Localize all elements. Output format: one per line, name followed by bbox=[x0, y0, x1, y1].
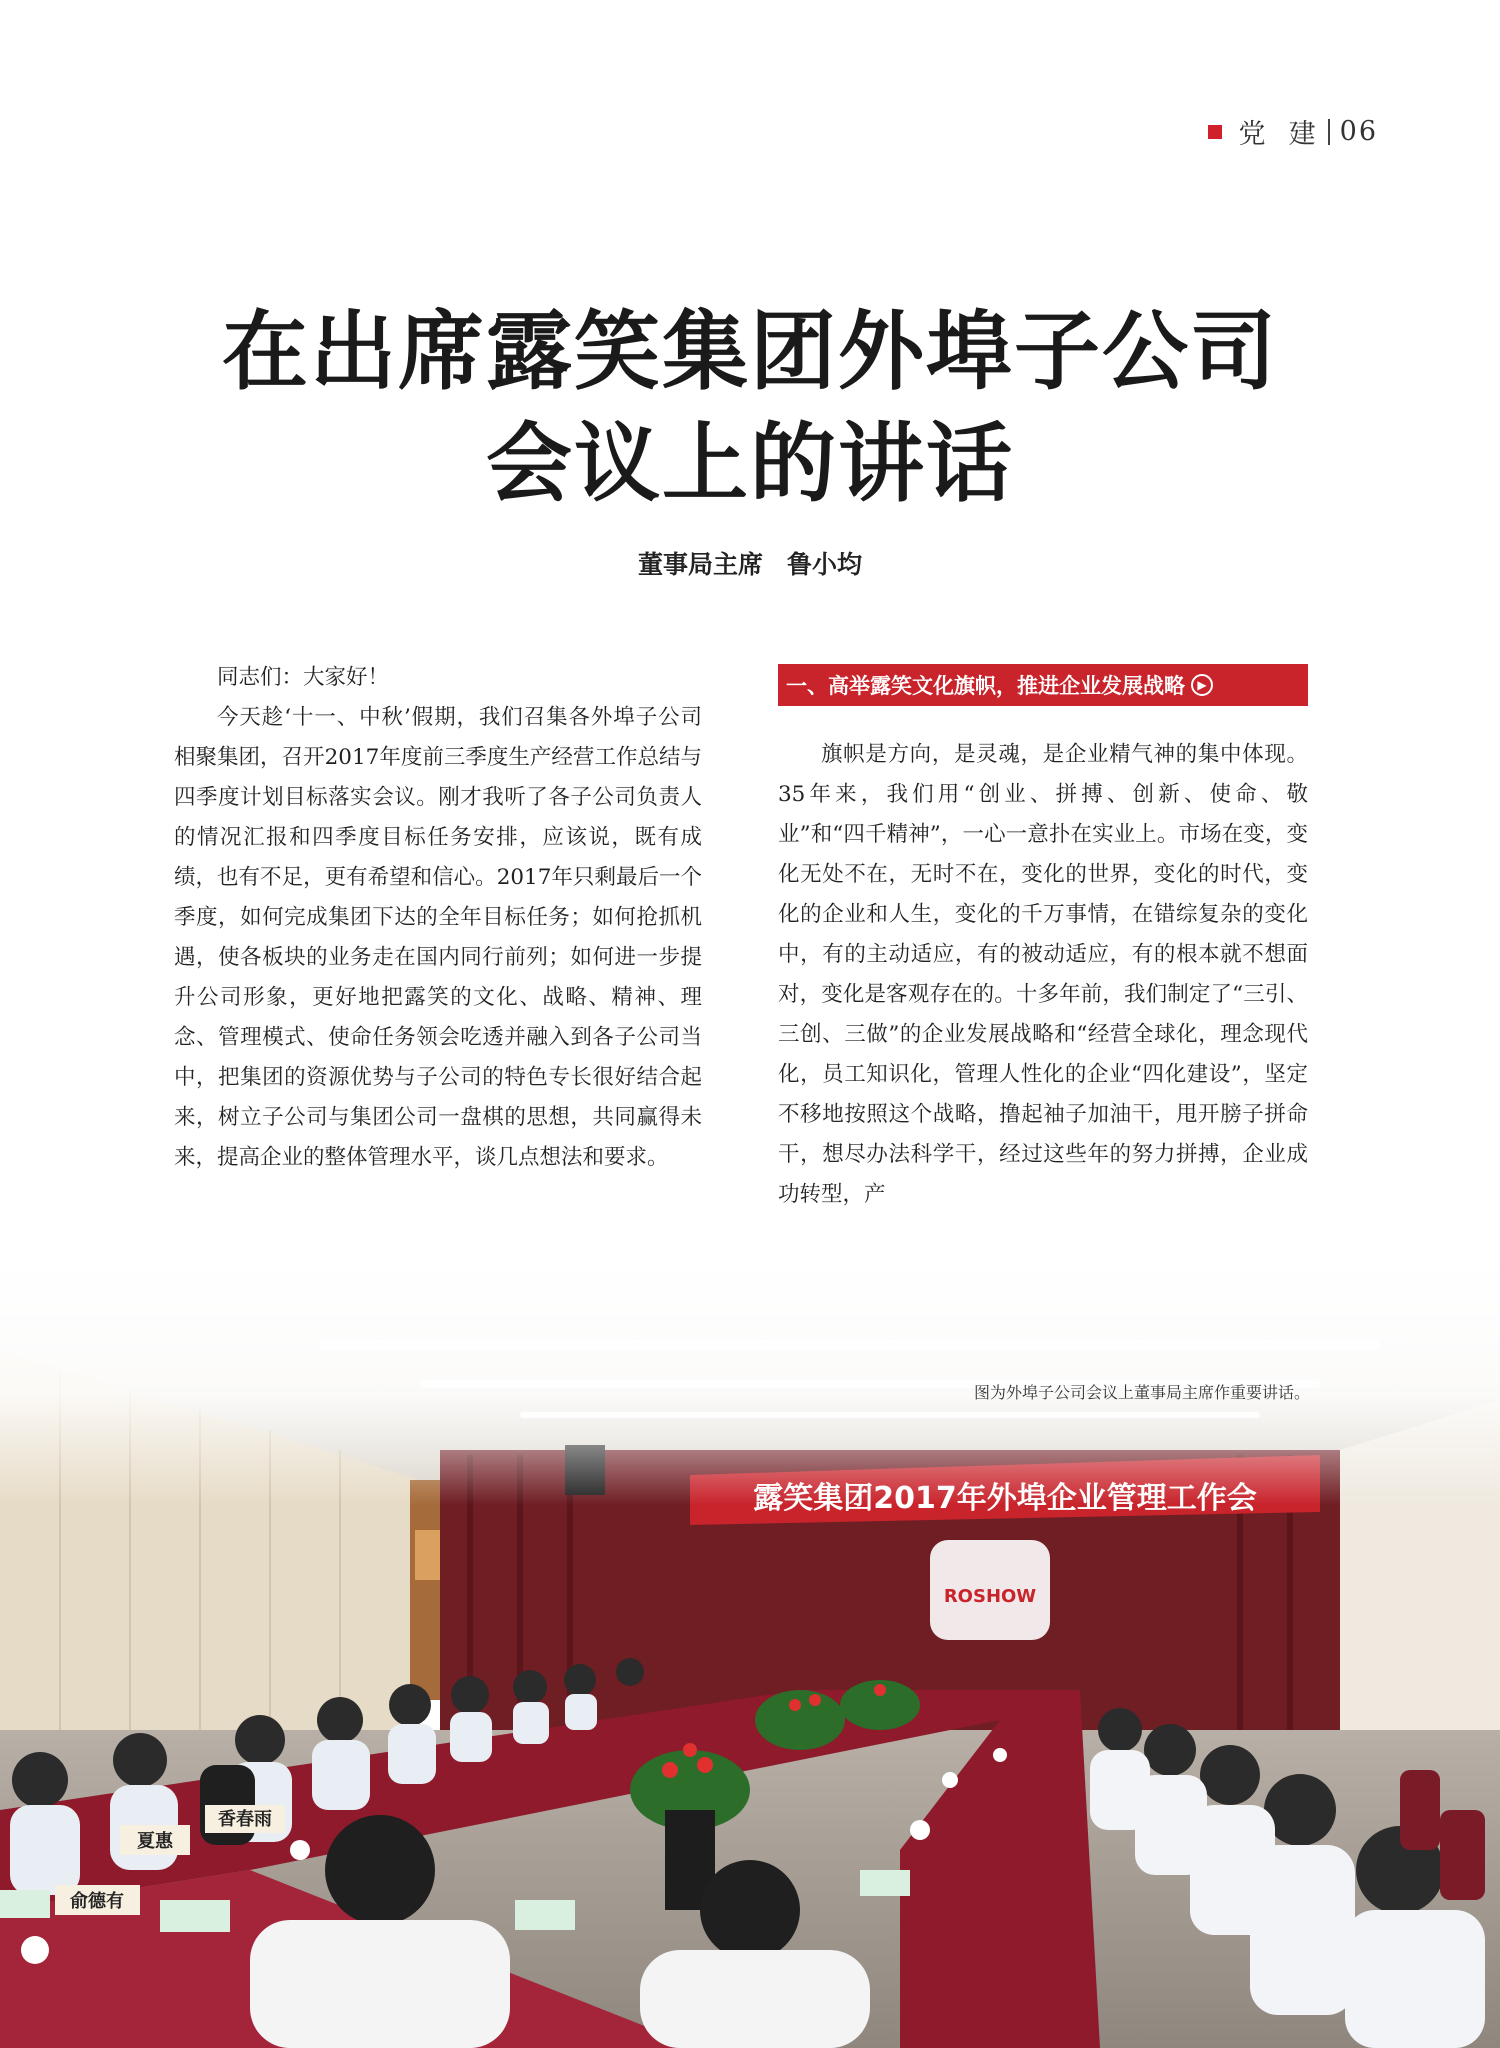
section-heading-text: 一、高举露笑文化旗帜，推进企业发展战略 bbox=[786, 674, 1185, 698]
circle-arrow-icon: ▶ bbox=[1191, 674, 1213, 696]
byline-name: 鲁小均 bbox=[787, 550, 863, 579]
meeting-photo bbox=[0, 1250, 1500, 2048]
meeting-photo-illustration bbox=[0, 1250, 1500, 2048]
divider bbox=[1328, 119, 1330, 145]
photo-caption: 图为外埠子公司会议上董事局主席作重要讲话。 bbox=[973, 1383, 1310, 1402]
left-column bbox=[174, 658, 702, 1178]
intro-paragraph: 今天趁‘十一、中秋’假期，我们召集各外埠子公司相聚集团，召开2017年度前三季度生产经营工作总结与四季度计划目标落实会议。刚才我听了各子公司负责人的情况汇报和四季度目标任务安排，应该说，既有成绩，也有不足，更有希望和信心。2017年只剩最后一个季度，如何完成集团下达的全年目标任务；如何抢抓机遇，使各板块的业务走在国内同行前列；如何进一步提升公司形象，更好地把露笑的文化、战略、精神、理念、管理模式、使命任务领会吃透并融入到各子公司当中，把集团的资源优势与子公司的特色专长很好结合起来，树立子公司与集团公司一盘棋的思想，共同赢得未来，提高企业的整体管理水平，谈几点想法和要求。 bbox=[174, 705, 702, 1170]
right-column bbox=[778, 735, 1308, 1215]
greeting: 同志们：大家好！ bbox=[217, 665, 390, 690]
byline-role: 董事局主席 bbox=[637, 550, 763, 579]
article-title bbox=[0, 296, 1500, 520]
byline bbox=[0, 545, 1500, 581]
section-heading bbox=[778, 664, 1308, 706]
section-label: 党 建 bbox=[1238, 119, 1318, 150]
page-number: 06 bbox=[1339, 116, 1378, 147]
red-square-icon bbox=[1208, 125, 1222, 139]
title-line-1: 在出席露笑集团外埠子公司 bbox=[222, 302, 1278, 402]
section1-paragraph: 旗帜是方向，是灵魂，是企业精气神的集中体现。35年来，我们用“创业、拼搏、创新、使命、敬业”和“四千精神”，一心一意扑在实业上。市场在变，变化无处不在，无时不在，变化的世界，变化的时代，变化的企业和人生，变化的千万事情，在错综复杂的变化中，有的主动适应，有的被动适应，有的根本就不想面对，变化是客观存在的。十多年前，我们制定了“三引、三创、三做”的企业发展战略和“经营全球化，理念现代化，员工知识化，管理人性化的企业“四化建设”，坚定不移地按照这个战略，撸起袖子加油干，甩开膀子拼命干，想尽办法科学干，经过这些年的努力拼搏，企业成功转型，产 bbox=[778, 742, 1308, 1207]
title-line-2: 会议上的讲话 bbox=[486, 414, 1014, 514]
section-tag bbox=[1208, 112, 1378, 151]
